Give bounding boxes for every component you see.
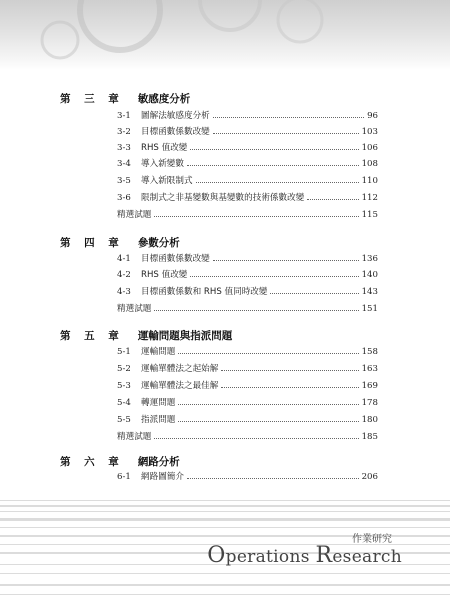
chapter-number: 第 五 章 xyxy=(60,330,124,342)
section-number: 6-1 xyxy=(117,472,131,482)
section-number: 3-5 xyxy=(117,176,131,186)
leader-dots xyxy=(178,352,358,354)
toc-entry xyxy=(117,268,378,282)
toc-entry xyxy=(117,396,378,410)
leader-dots xyxy=(178,403,358,405)
page-number: 96 xyxy=(367,111,378,121)
book-title-english: Operations Research xyxy=(207,543,402,568)
chapter-title: 網路分析 xyxy=(137,456,180,468)
leader-dots xyxy=(196,181,359,183)
section-title: 運輸單體法之最佳解 xyxy=(141,381,219,391)
book-title-chinese: 作業研究 xyxy=(352,534,392,545)
section-title: RHS 值改變 xyxy=(141,270,188,280)
toc-entry xyxy=(117,109,378,123)
section-title: 目標函數係數改變 xyxy=(141,127,210,137)
page-number: 178 xyxy=(361,398,378,408)
chapter-title: 運輸問題與指派問題 xyxy=(137,330,233,342)
chapter-heading xyxy=(60,328,232,343)
chapter-heading xyxy=(60,454,180,469)
toc-entry-quiz xyxy=(117,302,378,316)
page-number: 115 xyxy=(361,210,378,220)
page-number: 151 xyxy=(361,304,378,314)
toc-entry xyxy=(117,379,378,393)
toc-entry xyxy=(117,285,378,299)
page-number: 140 xyxy=(361,270,378,280)
leader-dots xyxy=(190,275,358,277)
section-number: 3-6 xyxy=(117,193,131,203)
section-title: 精選試題 xyxy=(117,304,152,314)
section-title: 導入新限制式 xyxy=(141,176,193,186)
leader-dots xyxy=(270,292,358,294)
leader-dots xyxy=(213,259,359,261)
section-number: 5-5 xyxy=(117,415,131,425)
leader-dots xyxy=(213,116,364,118)
section-title: 限制式之非基變數與基變數的技術係數改變 xyxy=(141,193,305,203)
page-number: 185 xyxy=(361,432,378,442)
toc-entry-quiz xyxy=(117,208,378,222)
section-title: 網路圖簡介 xyxy=(141,472,184,482)
section-number: 4-3 xyxy=(117,287,131,297)
page-number: 136 xyxy=(361,254,378,264)
toc-entry xyxy=(117,125,378,139)
page-number: 106 xyxy=(361,143,378,153)
section-number: 3-4 xyxy=(117,159,131,169)
section-number: 5-3 xyxy=(117,381,131,391)
toc-entry xyxy=(117,413,378,427)
toc-entry xyxy=(117,191,378,205)
page-number: 163 xyxy=(361,364,378,374)
leader-dots xyxy=(187,477,359,479)
toc-entry-quiz xyxy=(117,430,378,444)
page-number: 110 xyxy=(361,176,378,186)
chapter-heading xyxy=(60,91,190,106)
section-title: 導入新變數 xyxy=(141,159,184,169)
leader-dots xyxy=(154,215,358,217)
section-number: 5-4 xyxy=(117,398,131,408)
toc-entry xyxy=(117,470,378,484)
section-number: 3-3 xyxy=(117,143,131,153)
leader-dots xyxy=(221,386,358,388)
chapter-number: 第 四 章 xyxy=(60,237,124,249)
page-number: 112 xyxy=(361,193,378,203)
leader-dots xyxy=(190,148,358,150)
toc-entry xyxy=(117,252,378,266)
toc-entry xyxy=(117,362,378,376)
section-number: 4-2 xyxy=(117,270,131,280)
leader-dots xyxy=(178,420,358,422)
toc-entry xyxy=(117,345,378,359)
toc-entry xyxy=(117,174,378,188)
section-title: 精選試題 xyxy=(117,210,152,220)
section-number: 3-2 xyxy=(117,127,131,137)
section-number: 5-2 xyxy=(117,364,131,374)
section-title: 目標函數係數改變 xyxy=(141,254,210,264)
section-title: 運輸問題 xyxy=(141,347,176,357)
header-decoration xyxy=(0,0,450,70)
leader-dots xyxy=(154,437,358,439)
page-number: 103 xyxy=(361,127,378,137)
section-title: 精選試題 xyxy=(117,432,152,442)
section-title: 運輸單體法之起始解 xyxy=(141,364,219,374)
section-title: 圖解法敏感度分析 xyxy=(141,111,210,121)
chapter-number: 第 三 章 xyxy=(60,93,124,105)
chapter-title: 敏感度分析 xyxy=(137,93,191,105)
leader-dots xyxy=(221,369,358,371)
leader-dots xyxy=(154,309,358,311)
page-number: 169 xyxy=(361,381,378,391)
page-number: 158 xyxy=(361,347,378,357)
chapter-title: 參數分析 xyxy=(137,237,180,249)
chapter-number: 第 六 章 xyxy=(60,456,124,468)
section-title: 指派問題 xyxy=(141,415,176,425)
page-number: 143 xyxy=(361,287,378,297)
section-title: RHS 值改變 xyxy=(141,143,188,153)
section-number: 5-1 xyxy=(117,347,131,357)
leader-dots xyxy=(187,164,359,166)
toc-entry xyxy=(117,141,378,155)
page-number: 206 xyxy=(361,472,378,482)
section-number: 4-1 xyxy=(117,254,131,264)
section-title: 轉運問題 xyxy=(141,398,176,408)
section-title: 目標函數係數和 RHS 值同時改變 xyxy=(141,287,268,297)
page-number: 108 xyxy=(361,159,378,169)
leader-dots xyxy=(213,132,359,134)
chapter-heading xyxy=(60,235,180,250)
page-number: 180 xyxy=(361,415,378,425)
leader-dots xyxy=(307,198,358,200)
toc-entry xyxy=(117,157,378,171)
section-number: 3-1 xyxy=(117,111,131,121)
